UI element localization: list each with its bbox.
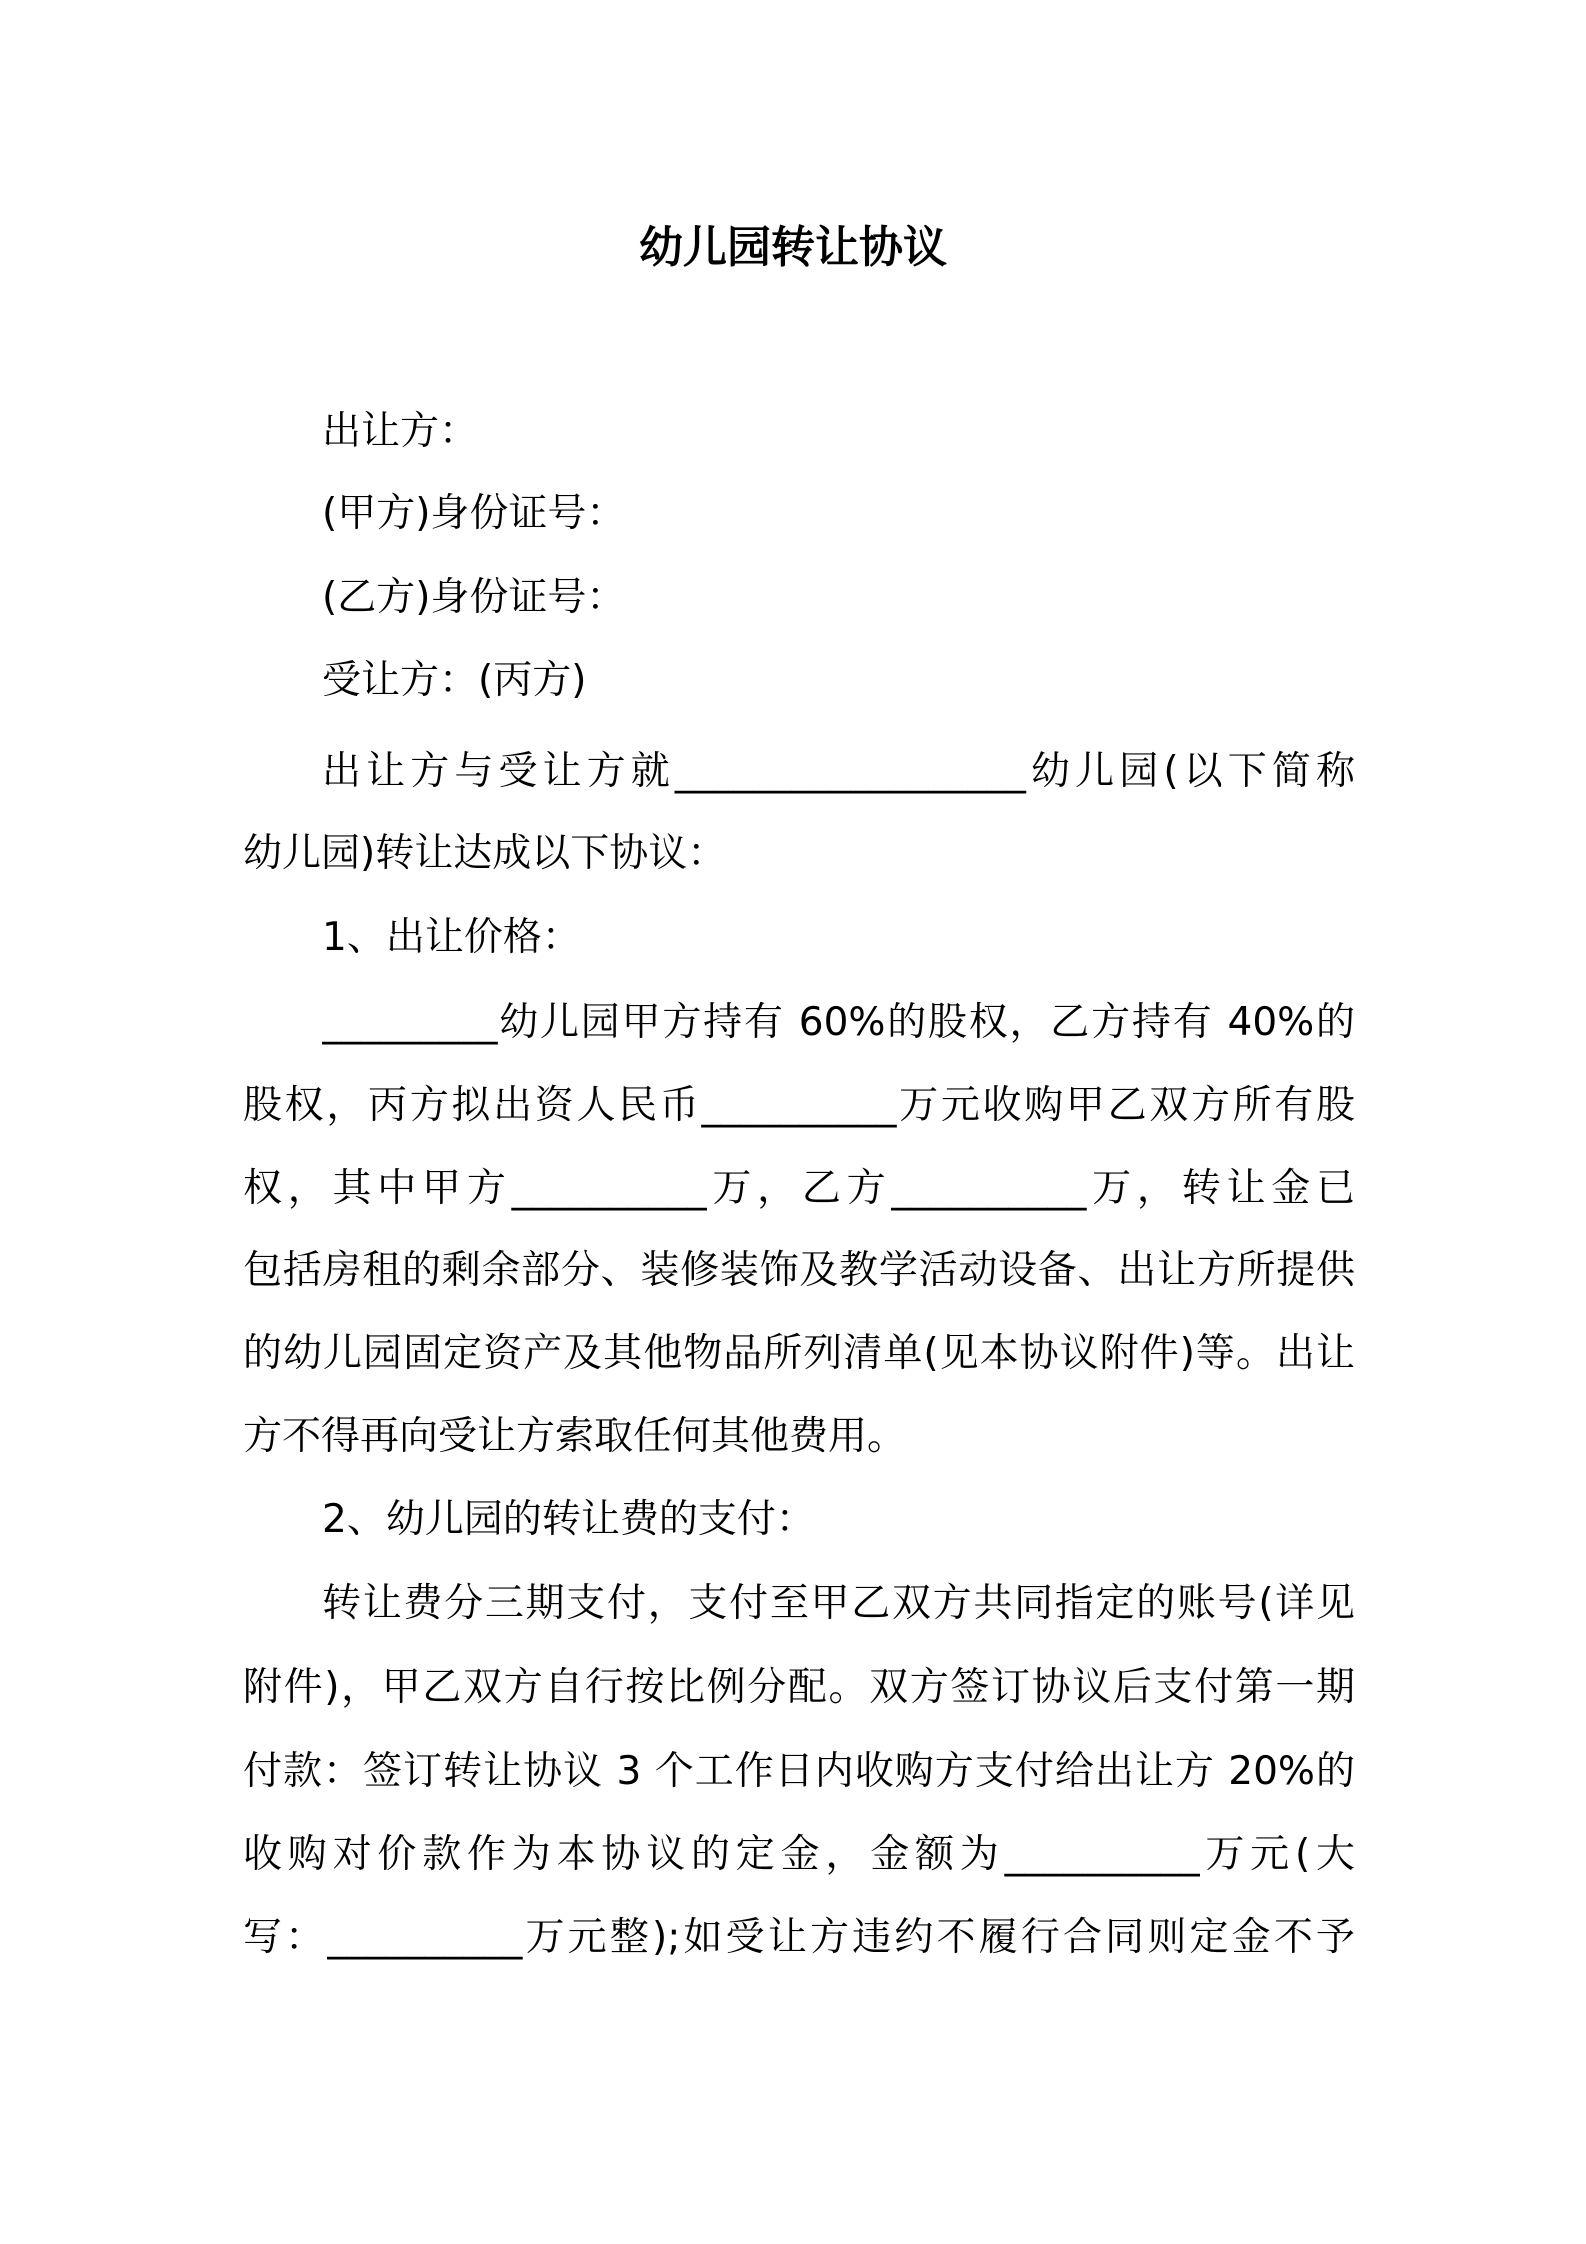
price-paragraph-line: 包括房租的剩余部分、装修装饰及教学活动设备、出让方所提供 [243,1248,1355,1293]
price-paragraph-line: 的幼儿园固定资产及其他物品所列清单(见本协议附件)等。出让 [243,1331,1355,1376]
payment-paragraph-line: 写：__________万元整);如受让方违约不履行合同则定金不予 [243,1915,1355,1960]
transferee-label: 受让方：(丙方) [322,658,587,703]
payment-paragraph-line: 转让费分三期支付，支付至甲乙双方共同指定的账号(详见 [322,1581,1355,1626]
price-paragraph-line: 权，其中甲方__________万，乙方__________万，转让金已 [243,1166,1355,1211]
price-paragraph-line: 方不得再向受让方索取任何其他费用。 [243,1414,907,1459]
party-b-id-label: (乙方)身份证号： [322,575,626,620]
intro-paragraph-line: 幼儿园)转让达成以下协议： [243,831,727,876]
price-paragraph-line: 股权，丙方拟出资人民币__________万元收购甲乙双方所有股 [243,1083,1355,1128]
transferor-label: 出让方： [322,409,479,454]
payment-paragraph-line: 附件)，甲乙双方自行按比例分配。双方签订协议后支付第一期 [243,1665,1355,1710]
party-a-id-label: (甲方)身份证号： [322,491,626,536]
section-heading-price: 1、出让价格： [322,915,581,960]
intro-paragraph-line: 出让方与受让方就__________________幼儿园(以下简称 [322,749,1355,794]
payment-paragraph-line: 付款：签订转让协议 3 个工作日内收购方支付给出让方 20%的 [243,1749,1355,1794]
document-title: 幼儿园转让协议 [639,222,947,273]
price-paragraph-line: _________幼儿园甲方持有 60%的股权，乙方持有 40%的 [322,1000,1355,1045]
section-heading-payment: 2、幼儿园的转让费的支付： [322,1497,815,1542]
payment-paragraph-line: 收购对价款作为本协议的定金，金额为__________万元(大 [243,1832,1355,1877]
